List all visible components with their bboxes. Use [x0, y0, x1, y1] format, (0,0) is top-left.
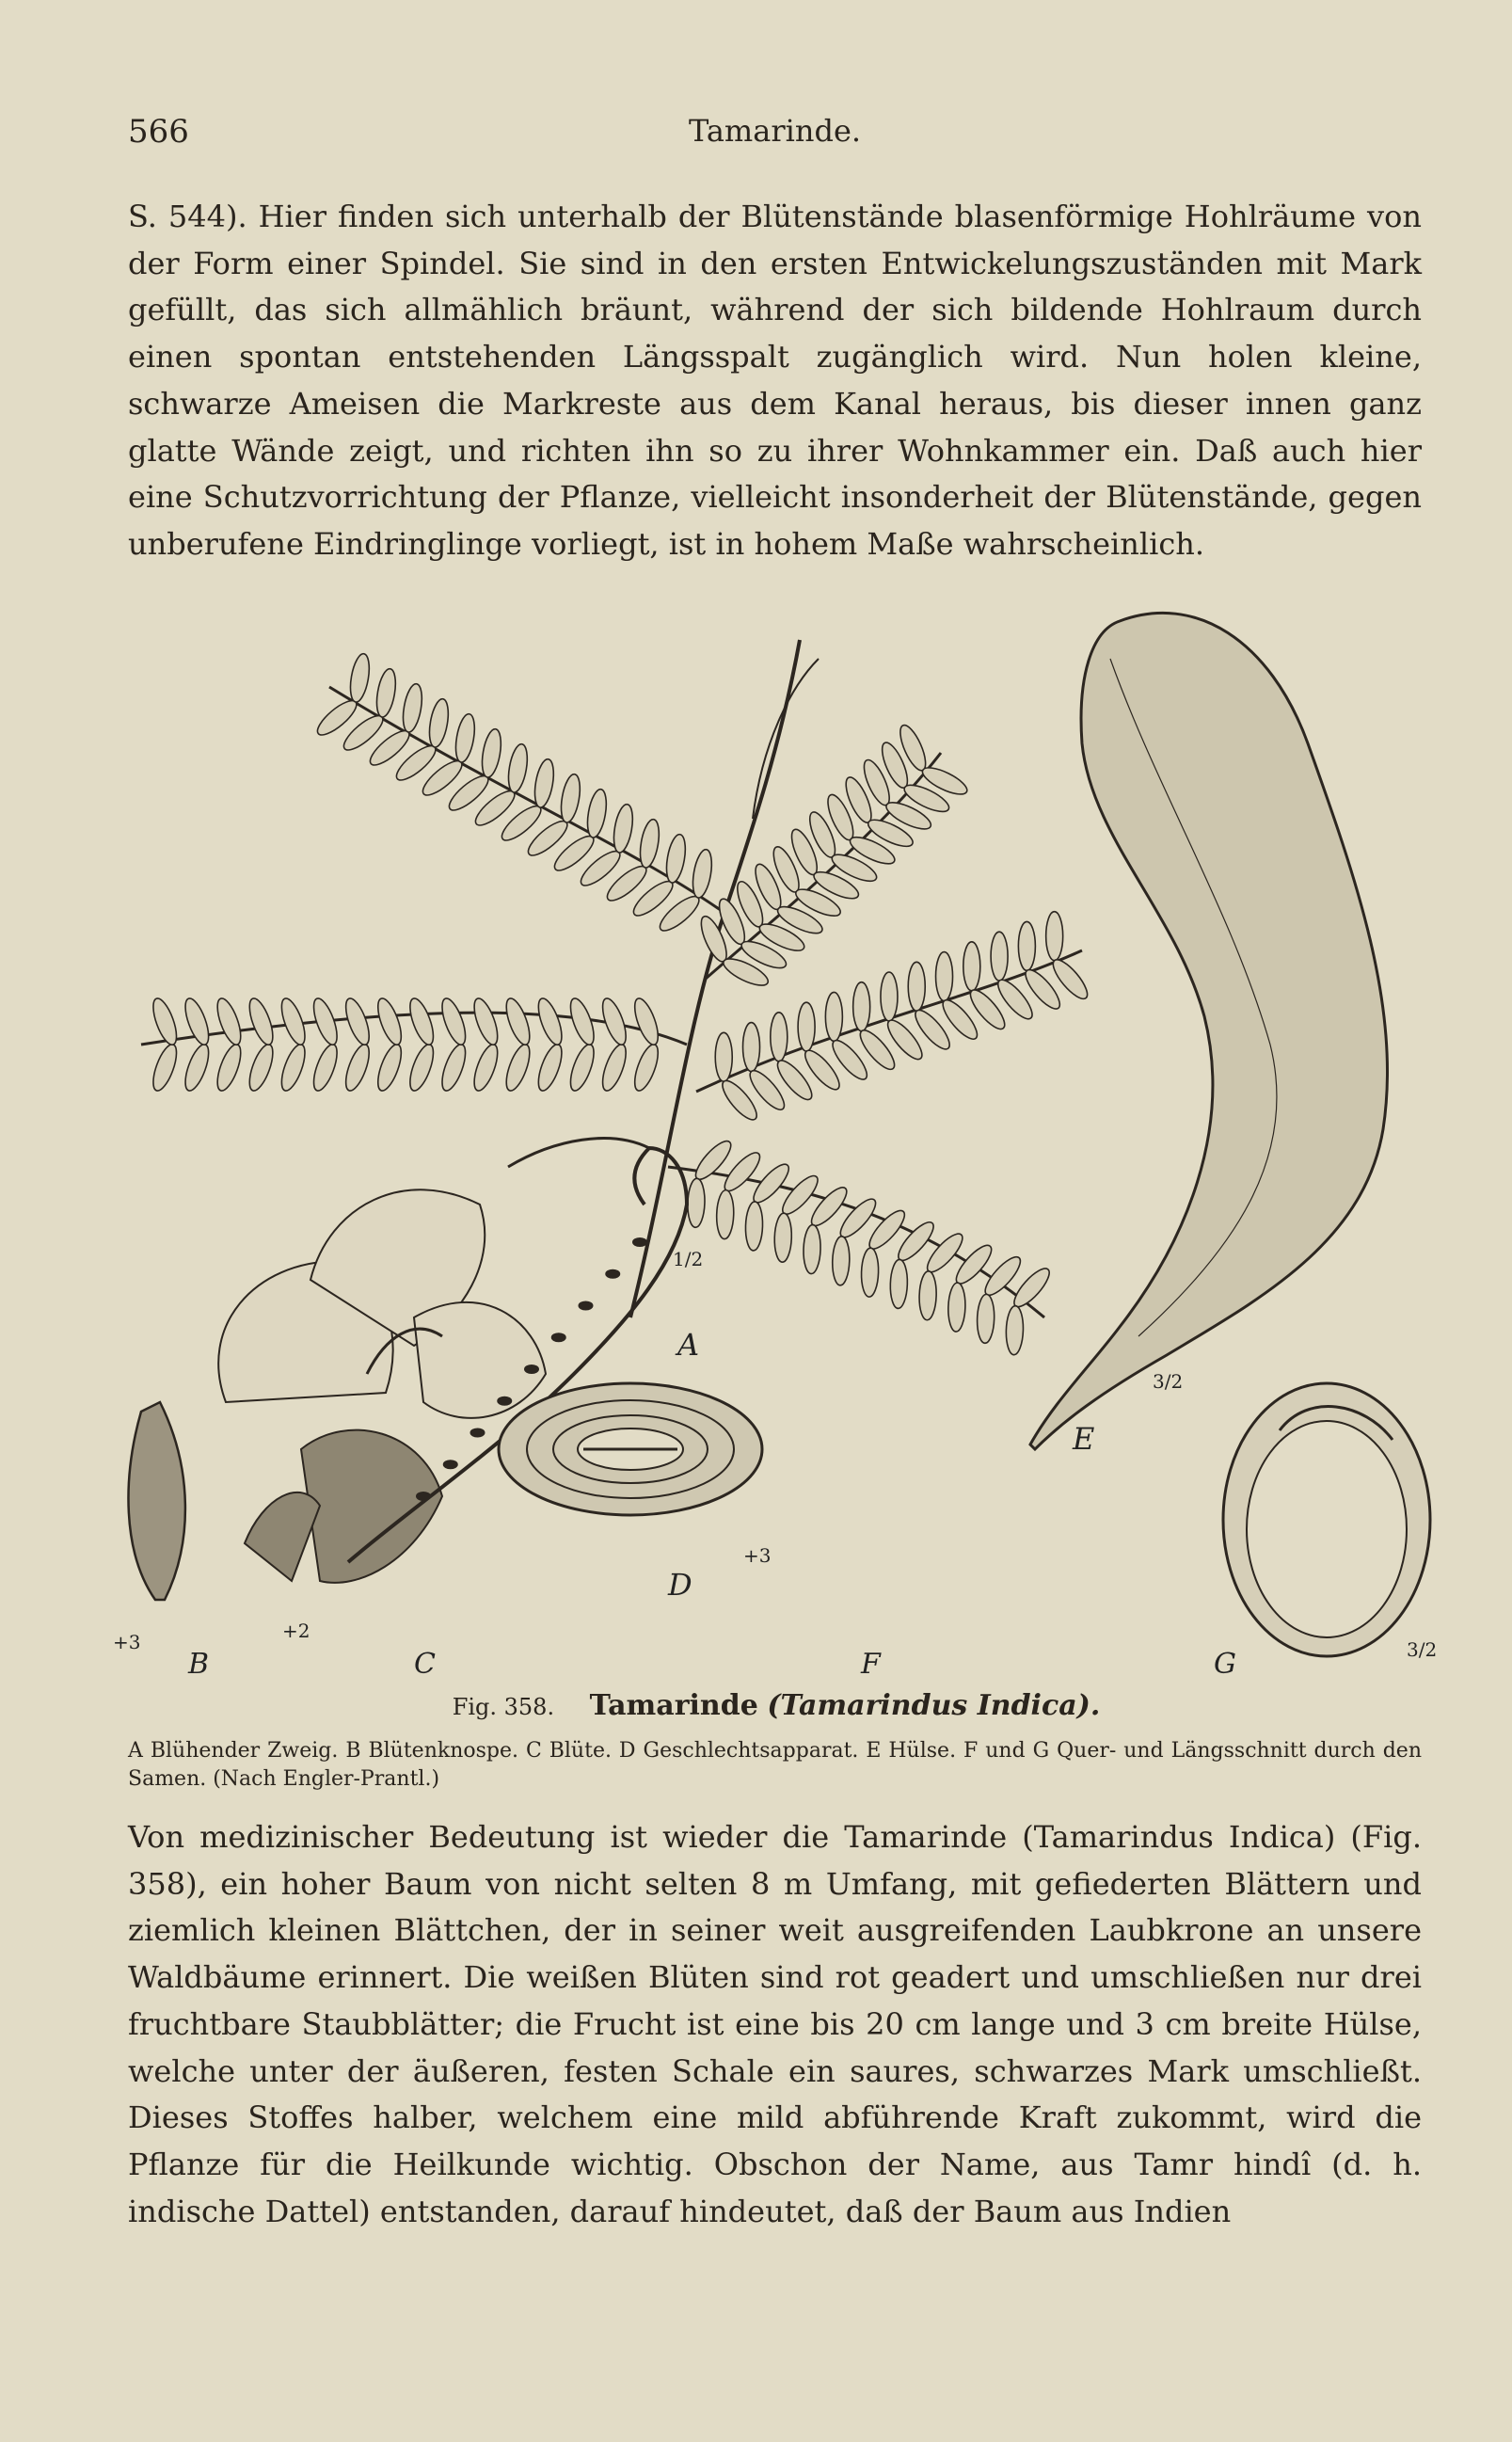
leaflet — [374, 667, 399, 718]
paragraph-2: Von medizinischer Bedeutung ist wieder die Tamarinde (Tamarindus Indica) (Fig. 358), ein hoher Baum von nicht selten 8 m Umfang, mit gefiederten Blättern und ziemlich kleinen Blättchen, der in seiner weit ausgreifenden Laubkrone an unsere Waldbäume erinnert. Die weißen Blüten sind rot geadert und umschließen nur drei fruchtbare Staubblätter; die Frucht ist eine bis 20 cm lange und 3 cm breite Hülse, welche unter der äußeren, festen Schale ein saures, schwarzes Mark umschließt. Dieses Stoffes halber, welchem eine mild abführende Kraft zukommt, wird die Pflanze für die Heilkunde wichtig. Obschon der Name, aus Tamr hindî (d. h. indische Dattel) entstanden, darauf hindeutet, daß der Baum aus Indien — [128, 1819, 1422, 2229]
leaflet — [690, 848, 715, 899]
figure-latin-name: (Tamarindus Indica). — [767, 1689, 1101, 1722]
leaflet — [374, 1042, 406, 1093]
scale-E: 3/2 — [1153, 1370, 1184, 1393]
leaflet — [991, 932, 1008, 981]
bud-drawing — [128, 1402, 184, 1600]
leaflet — [637, 818, 662, 869]
leaflet — [832, 1237, 851, 1286]
page-header — [128, 113, 1422, 160]
leaflet — [213, 996, 246, 1047]
scale-C: +2 — [282, 1620, 310, 1642]
leaflet — [663, 833, 689, 884]
leaflet — [374, 996, 406, 1047]
leaflet — [277, 1042, 310, 1093]
leaflet — [342, 1042, 374, 1093]
leaflet — [533, 1042, 566, 1093]
leaflet — [803, 1224, 821, 1274]
leaflet — [861, 1248, 880, 1298]
label-D: D — [668, 1567, 692, 1603]
leaflet — [963, 942, 980, 991]
leaflet — [406, 996, 438, 1047]
leaflet — [881, 972, 898, 1021]
leaflet — [347, 652, 373, 703]
leaflet — [947, 1283, 966, 1333]
flower-drawing — [218, 1189, 546, 1583]
leaflet — [890, 1259, 909, 1309]
leaflet — [213, 1042, 246, 1093]
leaflet — [181, 1042, 214, 1093]
leaflet — [908, 962, 925, 1011]
label-G: G — [1214, 1648, 1236, 1681]
leaflet — [771, 1013, 788, 1061]
leaflet — [470, 996, 502, 1047]
leaflet — [742, 1023, 759, 1072]
figure-title — [132, 1689, 1421, 1722]
leaflet — [479, 727, 504, 778]
pod-drawing — [1030, 613, 1388, 1449]
leaflet — [309, 1042, 342, 1093]
seed-longitudinal-section — [1223, 1383, 1430, 1656]
leaflet — [630, 996, 663, 1047]
leaflet — [558, 773, 583, 823]
leaflet — [611, 803, 636, 854]
ovule — [525, 1365, 538, 1373]
leaflet — [406, 1042, 438, 1093]
seed-cross-section — [499, 1383, 762, 1515]
leaflet — [501, 1042, 534, 1093]
leaflet — [565, 1042, 598, 1093]
leaflet — [501, 996, 534, 1047]
running-title: Tamarinde. — [688, 113, 862, 149]
leaflet — [1018, 921, 1035, 970]
leaflet — [438, 1042, 470, 1093]
leaflet — [342, 996, 374, 1047]
leaflet — [245, 996, 278, 1047]
ovule — [444, 1460, 457, 1468]
leaflet — [181, 996, 214, 1047]
scale-G: 3/2 — [1407, 1638, 1438, 1661]
leaflet — [798, 1002, 815, 1051]
leaflet — [598, 1042, 631, 1093]
leaflet — [149, 996, 182, 1047]
leaflet — [1006, 1305, 1025, 1355]
leaflet — [438, 996, 470, 1047]
tamarind-illustration — [103, 602, 1440, 1684]
ovule — [633, 1238, 646, 1246]
leaflets — [149, 652, 1092, 1355]
figure-caption: A Blühender Zweig. B Blütenknospe. C Blüte. D Geschlechtsapparat. E Hülse. F und G Quer- und Längsschnitt durch den Samen. (Nach Engler-Prantl.) — [128, 1739, 1422, 1791]
leaflet — [715, 1032, 732, 1081]
ovule — [580, 1302, 593, 1310]
ovule — [417, 1492, 430, 1500]
leaflet — [716, 1189, 735, 1239]
leaflet — [773, 1213, 792, 1263]
paragraph-1: S. 544). Hier finden sich unterhalb der Blütenstände blasenförmige Hohlräume von der Form einer Spindel. Sie sind in den ersten Entwickelungszuständen mit Mark gefüllt, das sich allmählich bräunt, während der sich bildende Hohlraum durch einen spontan entstehenden Längsspalt zugänglich wird. Nun holen kleine, schwarze Ameisen die Markreste aus dem Kanal heraus, bis dieser innen ganz glatte Wände zeigt, und richten ihn so zu ihrer Wohnkammer ein. Daß auch hier eine Schutzvorrichtung der Pflanze, vielleicht insonderheit der Blütenstände, gegen unberufene Eindringlinge vorliegt, ist in hohem Maße wahrscheinlich. — [128, 199, 1422, 562]
leaflet — [825, 992, 842, 1041]
leaflet — [245, 1042, 278, 1093]
label-B: B — [188, 1648, 210, 1681]
label-A: A — [677, 1327, 700, 1363]
leaflet — [1046, 912, 1063, 961]
leaflet — [277, 996, 310, 1047]
leaflet — [977, 1294, 995, 1344]
label-F: F — [861, 1648, 881, 1681]
figure-name: Tamarinde — [589, 1689, 758, 1722]
label-E: E — [1073, 1421, 1095, 1457]
leaflet — [630, 1042, 663, 1093]
leaflet — [453, 712, 478, 763]
leaflet — [505, 742, 531, 793]
label-C: C — [414, 1648, 436, 1681]
leaflet — [918, 1270, 937, 1320]
leaflet — [400, 682, 425, 733]
scale-B: +3 — [113, 1631, 141, 1653]
figure-number: Fig. 358. — [452, 1694, 555, 1720]
leaflet — [935, 952, 952, 1001]
scale-D: +3 — [743, 1544, 772, 1567]
scale-A: 1/2 — [673, 1248, 704, 1270]
page-number: 566 — [128, 113, 189, 151]
botanical-engraving — [103, 602, 1440, 1684]
leaflet — [532, 758, 557, 808]
leaflet — [584, 788, 610, 838]
leaflet — [853, 982, 870, 1031]
leaflet — [470, 1042, 502, 1093]
leaflet — [149, 1042, 182, 1093]
ovule — [498, 1397, 511, 1405]
leaflet — [745, 1202, 764, 1252]
leaflet — [533, 996, 566, 1047]
ovule — [606, 1270, 619, 1278]
ovule — [471, 1429, 485, 1437]
leaflet — [426, 697, 452, 748]
leaflet — [687, 1178, 706, 1228]
ovule — [552, 1333, 565, 1341]
